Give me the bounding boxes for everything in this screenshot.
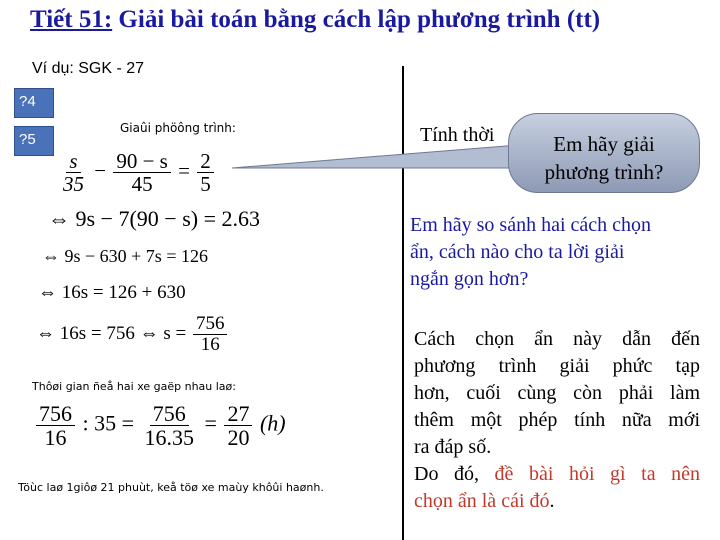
conclusion-paragraph: Cách chọn ẩn này dẫn đến phương trình giải phức tạp hơn, cuối cùng còn phải làm thêm một phép tính nữa mới ra đáp số. Do đó, đề bài hỏi gì ta nên chọn ẩn là cái đó. (414, 326, 700, 515)
equation-step-4: ⇔ 16s = 126 + 630 (38, 282, 186, 303)
time-equation: $\frac{756}{16}$ : 35 = $\frac{756}{16.35}$ = $\frac{27}{20}$ (h) (34, 402, 286, 449)
example-label: Ví dụ: SGK - 27 (32, 60, 145, 77)
partial-question-line-1: Tính thời (420, 124, 495, 146)
conclusion-do-do: Do đó, đề bài hỏi gì ta nên (414, 463, 701, 485)
equation-step-5: ⇔ 16s = 756 ⇔ s = $\frac{756}{16}$ (36, 314, 229, 355)
question-box-4[interactable]: ?4 (14, 88, 54, 118)
compare-question: Em hãy so sánh hai cách chọn ẩn, cách nào cho ta lời giải ngắn gọn hơn? (410, 214, 652, 290)
bubble-line-2: phương trình? (544, 160, 664, 184)
equation-1: $\frac{s}{35}$ − $\frac{90 - s}{45}$ = $\frac{2}{5}$ (58, 150, 216, 195)
lesson-number: Tiết 51: (30, 6, 113, 33)
solve-label: Giaûi phöông trình: (120, 121, 236, 135)
time-label: Thôøi gian ñeå hai xe gaëp nhau laø: (32, 380, 236, 393)
callout-bubble (508, 113, 700, 193)
equation-step-3: ⇔ 9s − 630 + 7s = 126 (42, 246, 208, 266)
bubble-line-1: Em hãy giải (553, 132, 655, 156)
title-text: Giải bài toán bằng cách lập phương trình (tt) (112, 6, 601, 33)
equation-step-2: ⇔ 9s − 7(90 − s) = 2.63 (48, 206, 260, 231)
answer-text: Töùc laø 1giôø 21 phuùt, keå töø xe maùy khôûi haønh. (18, 481, 324, 494)
question-box-5[interactable]: ?5 (14, 126, 54, 156)
conclusion-chon: chọn ẩn là cái đó. (414, 490, 555, 512)
